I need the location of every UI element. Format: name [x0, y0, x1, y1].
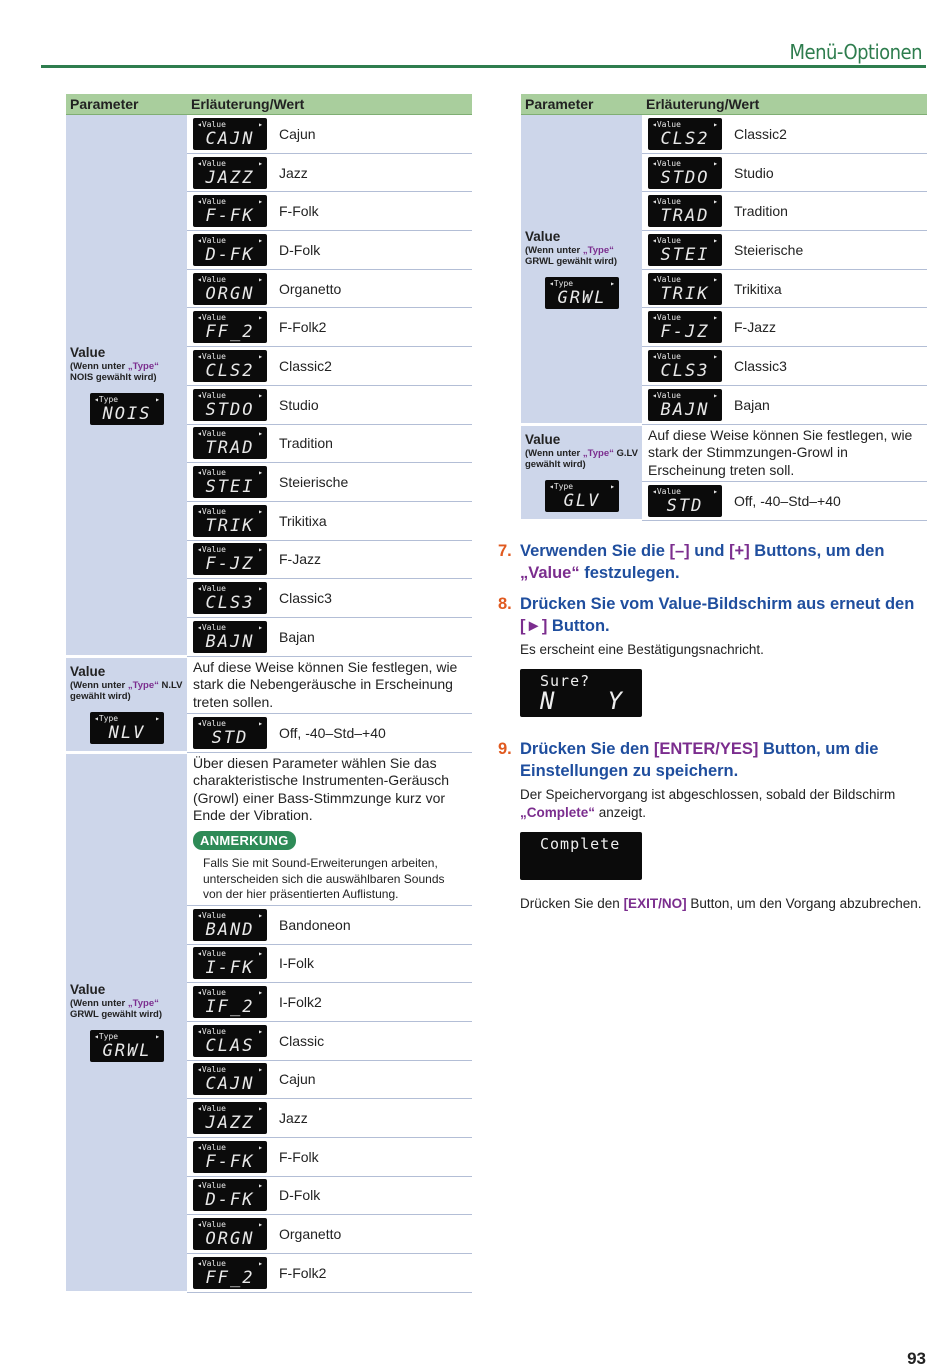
value-cell	[187, 347, 472, 386]
lcd-left-arrow-icon: ◂Value	[197, 622, 226, 632]
value-cell	[187, 308, 472, 347]
table-row	[521, 424, 927, 482]
lcd-display	[193, 118, 267, 150]
lcd-right-arrow-icon: ▸	[258, 158, 263, 168]
lcd-value: STDO	[660, 167, 710, 188]
value-cell	[642, 115, 927, 154]
lcd-value: GLV	[563, 491, 601, 512]
value-label: Classic	[279, 1032, 325, 1049]
lcd-right-arrow-icon: ▸	[258, 468, 263, 478]
lcd-right-arrow-icon: ▸	[713, 313, 718, 323]
lcd-value: F-FK	[205, 1151, 255, 1172]
value-label: Off, -40–Std–+40	[279, 724, 386, 741]
exit-note	[520, 895, 940, 913]
value-cell	[187, 983, 472, 1022]
lcd-left-arrow-icon: ◂Value	[652, 274, 681, 284]
lcd-left-arrow-icon: ◂Value	[197, 545, 226, 555]
step-9-text: Drücken Sie den [ENTER/YES] Button, um die Einstellungen zu speichern.	[520, 740, 879, 780]
lcd-right-arrow-icon: ▸	[713, 235, 718, 245]
lcd-right-arrow-icon: ▸	[258, 1026, 263, 1036]
lcd-display	[193, 427, 267, 459]
lcd-display	[90, 712, 164, 744]
lcd-right-arrow-icon: ▸	[258, 1142, 263, 1152]
value-cell	[187, 1137, 472, 1176]
lcd-left-arrow-icon: ◂Value	[197, 429, 226, 439]
value-label: Bandoneon	[279, 916, 351, 933]
param-description: Über diesen Parameter wählen Sie das charakteristische Instrumenten-Geräusch (Growl) einer Bass-Stimmzunge kurz vor Ende der Vibration.	[193, 754, 449, 824]
step-8-body: Es erscheint eine Bestätigungsnachricht.	[520, 642, 764, 657]
lcd-right-arrow-icon: ▸	[258, 949, 263, 959]
lcd-value: GRWL	[557, 287, 607, 308]
value-label: F-Folk2	[279, 1264, 327, 1281]
value-cell	[187, 1021, 472, 1060]
confirm-screen-n: N	[540, 687, 555, 715]
lcd-value: CLS3	[205, 593, 255, 614]
lcd-display	[193, 389, 267, 421]
lcd-left-arrow-icon: ◂Value	[652, 390, 681, 400]
lcd-display	[545, 480, 619, 512]
lcd-value: TRAD	[205, 438, 255, 459]
lcd-left-arrow-icon: ◂Value	[652, 158, 681, 168]
table-row	[521, 115, 927, 154]
lcd-right-arrow-icon: ▸	[610, 278, 615, 288]
lcd-display	[193, 466, 267, 498]
lcd-value: GRWL	[102, 1041, 152, 1062]
value-label: D-Folk	[279, 1187, 321, 1204]
lcd-value: NOIS	[102, 403, 152, 424]
lcd-display	[193, 621, 267, 653]
value-cell	[187, 192, 472, 231]
value-label: F-Folk	[279, 203, 319, 220]
lcd-right-arrow-icon: ▸	[258, 1181, 263, 1191]
lcd-right-arrow-icon: ▸	[258, 274, 263, 284]
lcd-left-arrow-icon: ◂Value	[197, 235, 226, 245]
value-label: I-Folk2	[279, 994, 322, 1011]
value-cell	[642, 482, 927, 521]
step-8-text: Drücken Sie vom Value-Bildschirm aus erneut den [►] Button.	[520, 595, 915, 635]
value-label: Jazz	[279, 164, 308, 181]
param-note: (Wenn unter „Type“ N.LV gewählt wird)	[70, 680, 183, 703]
lcd-display	[193, 543, 267, 575]
value-cell	[187, 579, 472, 618]
lcd-left-arrow-icon: ◂Type	[94, 714, 119, 724]
lcd-left-arrow-icon: ◂Value	[197, 351, 226, 361]
step-7	[498, 540, 918, 584]
confirm-screen-line1: Sure?	[540, 672, 591, 690]
lcd-display	[193, 717, 267, 749]
table-header-row	[66, 94, 472, 115]
value-cell	[642, 308, 927, 347]
lcd-value: CLS2	[660, 128, 710, 149]
lcd-right-arrow-icon: ▸	[258, 1220, 263, 1230]
value-label: Classic3	[279, 590, 332, 607]
lcd-left-arrow-icon: ◂Value	[652, 119, 681, 129]
lcd-value: F-JZ	[660, 322, 710, 343]
step-number: 7.	[498, 542, 512, 560]
parameter-table-right	[521, 94, 927, 522]
value-label: F-Folk2	[279, 319, 327, 336]
lcd-right-arrow-icon: ▸	[155, 394, 160, 404]
value-label: Tradition	[734, 203, 788, 220]
value-label: D-Folk	[279, 241, 321, 258]
param-cell	[521, 424, 642, 520]
value-cell	[187, 424, 472, 463]
lcd-left-arrow-icon: ◂Value	[197, 1258, 226, 1268]
param-label: Value	[70, 344, 106, 360]
column-header-parameter: Parameter	[66, 94, 187, 115]
lcd-right-arrow-icon: ▸	[155, 1032, 160, 1042]
lcd-right-arrow-icon: ▸	[713, 486, 718, 496]
lcd-left-arrow-icon: ◂Value	[197, 197, 226, 207]
param-description: Auf diese Weise können Sie festlegen, wie stark die Nebengeräusche in Erscheinung treten sollen.	[193, 658, 458, 710]
lcd-display	[193, 582, 267, 614]
param-cell	[521, 115, 642, 425]
lcd-left-arrow-icon: ◂Value	[197, 119, 226, 129]
lcd-display	[193, 195, 267, 227]
lcd-left-arrow-icon: ◂Value	[197, 158, 226, 168]
lcd-right-arrow-icon: ▸	[713, 390, 718, 400]
lcd-display	[193, 350, 267, 382]
lcd-left-arrow-icon: ◂Value	[197, 1220, 226, 1230]
lcd-value: STD	[211, 727, 249, 748]
value-cell	[642, 269, 927, 308]
lcd-display	[545, 277, 619, 309]
lcd-value: STDO	[205, 399, 255, 420]
lcd-value: STEI	[660, 244, 710, 265]
lcd-right-arrow-icon: ▸	[258, 119, 263, 129]
lcd-value: TRIK	[205, 515, 255, 536]
lcd-left-arrow-icon: ◂Value	[197, 468, 226, 478]
column-header-explanation: Erläuterung/Wert	[187, 94, 472, 115]
value-label: F-Folk	[279, 1148, 319, 1165]
lcd-left-arrow-icon: ◂Value	[197, 1142, 226, 1152]
lcd-value: IF_2	[205, 997, 255, 1018]
lcd-right-arrow-icon: ▸	[258, 1104, 263, 1114]
step-7-text: Verwenden Sie die [–] und [+] Buttons, um den „Value“ festzulegen.	[520, 542, 885, 582]
complete-screen	[520, 832, 642, 880]
lcd-value: ORGN	[205, 283, 255, 304]
lcd-left-arrow-icon: ◂Value	[652, 351, 681, 361]
value-cell	[187, 463, 472, 502]
value-cell	[187, 153, 472, 192]
lcd-display	[193, 1257, 267, 1289]
column-header-explanation: Erläuterung/Wert	[642, 94, 927, 115]
lcd-display	[648, 350, 722, 382]
value-cell	[187, 1176, 472, 1215]
lcd-display	[648, 234, 722, 266]
exit-note-text: Drücken Sie den [EXIT/NO] Button, um den Vorgang abzubrechen.	[520, 896, 922, 911]
lcd-left-arrow-icon: ◂Value	[197, 988, 226, 998]
lcd-display	[648, 389, 722, 421]
param-cell	[66, 752, 187, 1292]
value-label: I-Folk	[279, 955, 314, 972]
lcd-right-arrow-icon: ▸	[258, 910, 263, 920]
lcd-value: FF_2	[205, 1267, 255, 1288]
value-label: Trikitixa	[734, 280, 782, 297]
param-description: Auf diese Weise können Sie festlegen, wie stark der Stimmzungen-Growl in Erscheinung treten soll.	[648, 426, 913, 478]
lcd-display	[90, 393, 164, 425]
value-label: Classic2	[734, 125, 787, 142]
param-label: Value	[525, 228, 561, 244]
lcd-display	[193, 947, 267, 979]
lcd-left-arrow-icon: ◂Value	[652, 197, 681, 207]
note-badge: ANMERKUNG	[193, 831, 296, 851]
lcd-display	[648, 485, 722, 517]
lcd-right-arrow-icon: ▸	[258, 390, 263, 400]
param-label: Value	[525, 432, 561, 448]
lcd-right-arrow-icon: ▸	[713, 197, 718, 207]
lcd-right-arrow-icon: ▸	[258, 988, 263, 998]
lcd-left-arrow-icon: ◂Value	[197, 274, 226, 284]
step-8	[498, 593, 918, 717]
lcd-left-arrow-icon: ◂Value	[197, 718, 226, 728]
value-cell	[187, 905, 472, 944]
value-label: Studio	[734, 164, 774, 181]
value-label: Cajun	[279, 1071, 316, 1088]
table-row	[66, 752, 472, 905]
lcd-display	[193, 1179, 267, 1211]
note-text: Falls Sie mit Sound-Erweiterungen arbeiten, unterscheiden sich die auswählbaren Sounds von der hier präsentierten Auflistung.	[203, 856, 445, 902]
lcd-left-arrow-icon: ◂Value	[197, 313, 226, 323]
lcd-display	[193, 157, 267, 189]
description-cell	[187, 752, 472, 905]
value-cell	[187, 115, 472, 154]
header-rule	[41, 65, 926, 68]
lcd-value: JAZZ	[205, 167, 255, 188]
value-label: Classic2	[279, 357, 332, 374]
confirm-screen-y: Y	[607, 687, 622, 715]
lcd-display	[193, 1141, 267, 1173]
value-cell	[187, 1254, 472, 1293]
lcd-right-arrow-icon: ▸	[258, 718, 263, 728]
value-cell	[187, 385, 472, 424]
lcd-display	[193, 1102, 267, 1134]
lcd-display	[648, 311, 722, 343]
lcd-left-arrow-icon: ◂Value	[197, 910, 226, 920]
lcd-value: CAJN	[205, 128, 255, 149]
step-9-body: Der Speichervorgang ist abgeschlossen, sobald der Bildschirm „Complete“ anzeigt.	[520, 787, 896, 820]
lcd-display	[193, 986, 267, 1018]
lcd-right-arrow-icon: ▸	[713, 351, 718, 361]
table-row	[66, 115, 472, 154]
lcd-display	[90, 1030, 164, 1062]
value-label: Classic3	[734, 357, 787, 374]
page-section-title: Menü-Optionen	[789, 40, 922, 64]
value-label: Tradition	[279, 435, 333, 452]
lcd-display	[193, 1025, 267, 1057]
lcd-value: CLS2	[205, 360, 255, 381]
lcd-right-arrow-icon: ▸	[713, 158, 718, 168]
lcd-value: TRIK	[660, 283, 710, 304]
value-cell	[642, 347, 927, 386]
value-label: Cajun	[279, 125, 316, 142]
page-number: 93	[907, 1349, 926, 1368]
lcd-right-arrow-icon: ▸	[258, 1258, 263, 1268]
table-header-row	[521, 94, 927, 115]
lcd-display	[193, 1063, 267, 1095]
lcd-display	[648, 118, 722, 150]
lcd-left-arrow-icon: ◂Type	[94, 1032, 119, 1042]
value-cell	[642, 385, 927, 424]
lcd-left-arrow-icon: ◂Value	[197, 1181, 226, 1191]
lcd-left-arrow-icon: ◂Value	[652, 486, 681, 496]
complete-screen-line1: Complete	[540, 835, 621, 853]
value-cell	[187, 1099, 472, 1138]
lcd-value: ORGN	[205, 1229, 255, 1250]
lcd-right-arrow-icon: ▸	[258, 584, 263, 594]
lcd-value: CLAS	[205, 1035, 255, 1056]
lcd-right-arrow-icon: ▸	[713, 274, 718, 284]
step-number: 8.	[498, 595, 512, 613]
lcd-left-arrow-icon: ◂Value	[197, 584, 226, 594]
value-label: Steierische	[279, 474, 349, 491]
value-cell	[187, 540, 472, 579]
value-label: Trikitixa	[279, 512, 327, 529]
lcd-right-arrow-icon: ▸	[610, 482, 615, 492]
column-header-parameter: Parameter	[521, 94, 642, 115]
description-cell	[642, 424, 927, 482]
lcd-left-arrow-icon: ◂Type	[549, 482, 574, 492]
lcd-right-arrow-icon: ▸	[258, 1065, 263, 1075]
param-cell	[66, 115, 187, 657]
confirm-screen	[520, 669, 642, 717]
lcd-right-arrow-icon: ▸	[713, 119, 718, 129]
value-cell	[187, 269, 472, 308]
lcd-value: D-FK	[205, 1190, 255, 1211]
lcd-value: BAND	[205, 919, 255, 940]
step-9-title	[498, 738, 918, 782]
value-cell	[187, 944, 472, 983]
param-note: (Wenn unter „Type“ GRWL gewählt wird)	[70, 998, 163, 1021]
lcd-value: BAJN	[205, 631, 255, 652]
lcd-left-arrow-icon: ◂Value	[197, 1065, 226, 1075]
table-row	[66, 656, 472, 714]
value-cell	[187, 231, 472, 270]
param-note: (Wenn unter „Type“ G.LV gewählt wird)	[525, 448, 638, 471]
lcd-value: NLV	[108, 723, 146, 744]
param-note: (Wenn unter „Type“ NOIS gewählt wird)	[70, 360, 159, 383]
lcd-value: FF_2	[205, 322, 255, 343]
lcd-value: STD	[666, 495, 704, 516]
lcd-value: BAJN	[660, 399, 710, 420]
lcd-value: F-FK	[205, 206, 255, 227]
value-label: Organetto	[279, 1226, 342, 1243]
value-cell	[187, 617, 472, 656]
value-label: Bajan	[279, 628, 315, 645]
value-label: F-Jazz	[734, 319, 776, 336]
lcd-right-arrow-icon: ▸	[258, 351, 263, 361]
param-label: Value	[70, 664, 106, 680]
lcd-right-arrow-icon: ▸	[258, 235, 263, 245]
lcd-right-arrow-icon: ▸	[258, 313, 263, 323]
lcd-value: F-JZ	[205, 554, 255, 575]
lcd-display	[193, 505, 267, 537]
step-number: 9.	[498, 740, 512, 758]
lcd-right-arrow-icon: ▸	[258, 545, 263, 555]
value-label: Steierische	[734, 241, 804, 258]
lcd-left-arrow-icon: ◂Type	[94, 394, 119, 404]
parameter-table-left	[66, 94, 472, 1294]
lcd-value: CAJN	[205, 1074, 255, 1095]
lcd-left-arrow-icon: ◂Value	[652, 313, 681, 323]
value-cell	[187, 1215, 472, 1254]
value-label: F-Jazz	[279, 551, 321, 568]
value-label: Studio	[279, 396, 319, 413]
lcd-display	[648, 195, 722, 227]
value-cell	[642, 231, 927, 270]
lcd-display	[193, 273, 267, 305]
lcd-display	[193, 234, 267, 266]
lcd-display	[648, 157, 722, 189]
lcd-right-arrow-icon: ▸	[155, 714, 160, 724]
value-label: Off, -40–Std–+40	[734, 492, 841, 509]
lcd-display	[193, 1218, 267, 1250]
value-cell	[642, 153, 927, 192]
value-cell	[187, 1060, 472, 1099]
lcd-display	[193, 311, 267, 343]
step-9	[498, 738, 918, 880]
lcd-value: STEI	[205, 477, 255, 498]
lcd-right-arrow-icon: ▸	[258, 622, 263, 632]
param-cell	[66, 656, 187, 752]
lcd-value: CLS3	[660, 360, 710, 381]
lcd-display	[193, 909, 267, 941]
lcd-left-arrow-icon: ◂Value	[652, 235, 681, 245]
lcd-value: TRAD	[660, 206, 710, 227]
lcd-left-arrow-icon: ◂Value	[197, 390, 226, 400]
lcd-right-arrow-icon: ▸	[258, 429, 263, 439]
lcd-right-arrow-icon: ▸	[258, 197, 263, 207]
lcd-left-arrow-icon: ◂Value	[197, 949, 226, 959]
lcd-display	[648, 273, 722, 305]
value-cell	[642, 192, 927, 231]
step-8-title	[498, 593, 918, 637]
lcd-left-arrow-icon: ◂Value	[197, 1104, 226, 1114]
lcd-value: D-FK	[205, 244, 255, 265]
step-7-title	[498, 540, 918, 584]
description-cell	[187, 656, 472, 714]
lcd-value: JAZZ	[205, 1113, 255, 1134]
lcd-right-arrow-icon: ▸	[258, 506, 263, 516]
param-label: Value	[70, 982, 106, 998]
value-cell	[187, 714, 472, 753]
value-label: Bajan	[734, 396, 770, 413]
lcd-value: I-FK	[205, 958, 255, 979]
value-label: Jazz	[279, 1110, 308, 1127]
lcd-left-arrow-icon: ◂Value	[197, 1026, 226, 1036]
value-label: Organetto	[279, 280, 342, 297]
lcd-left-arrow-icon: ◂Value	[197, 506, 226, 516]
param-note: (Wenn unter „Type“ GRWL gewählt wird)	[525, 244, 618, 267]
value-cell	[187, 501, 472, 540]
lcd-left-arrow-icon: ◂Type	[549, 278, 574, 288]
